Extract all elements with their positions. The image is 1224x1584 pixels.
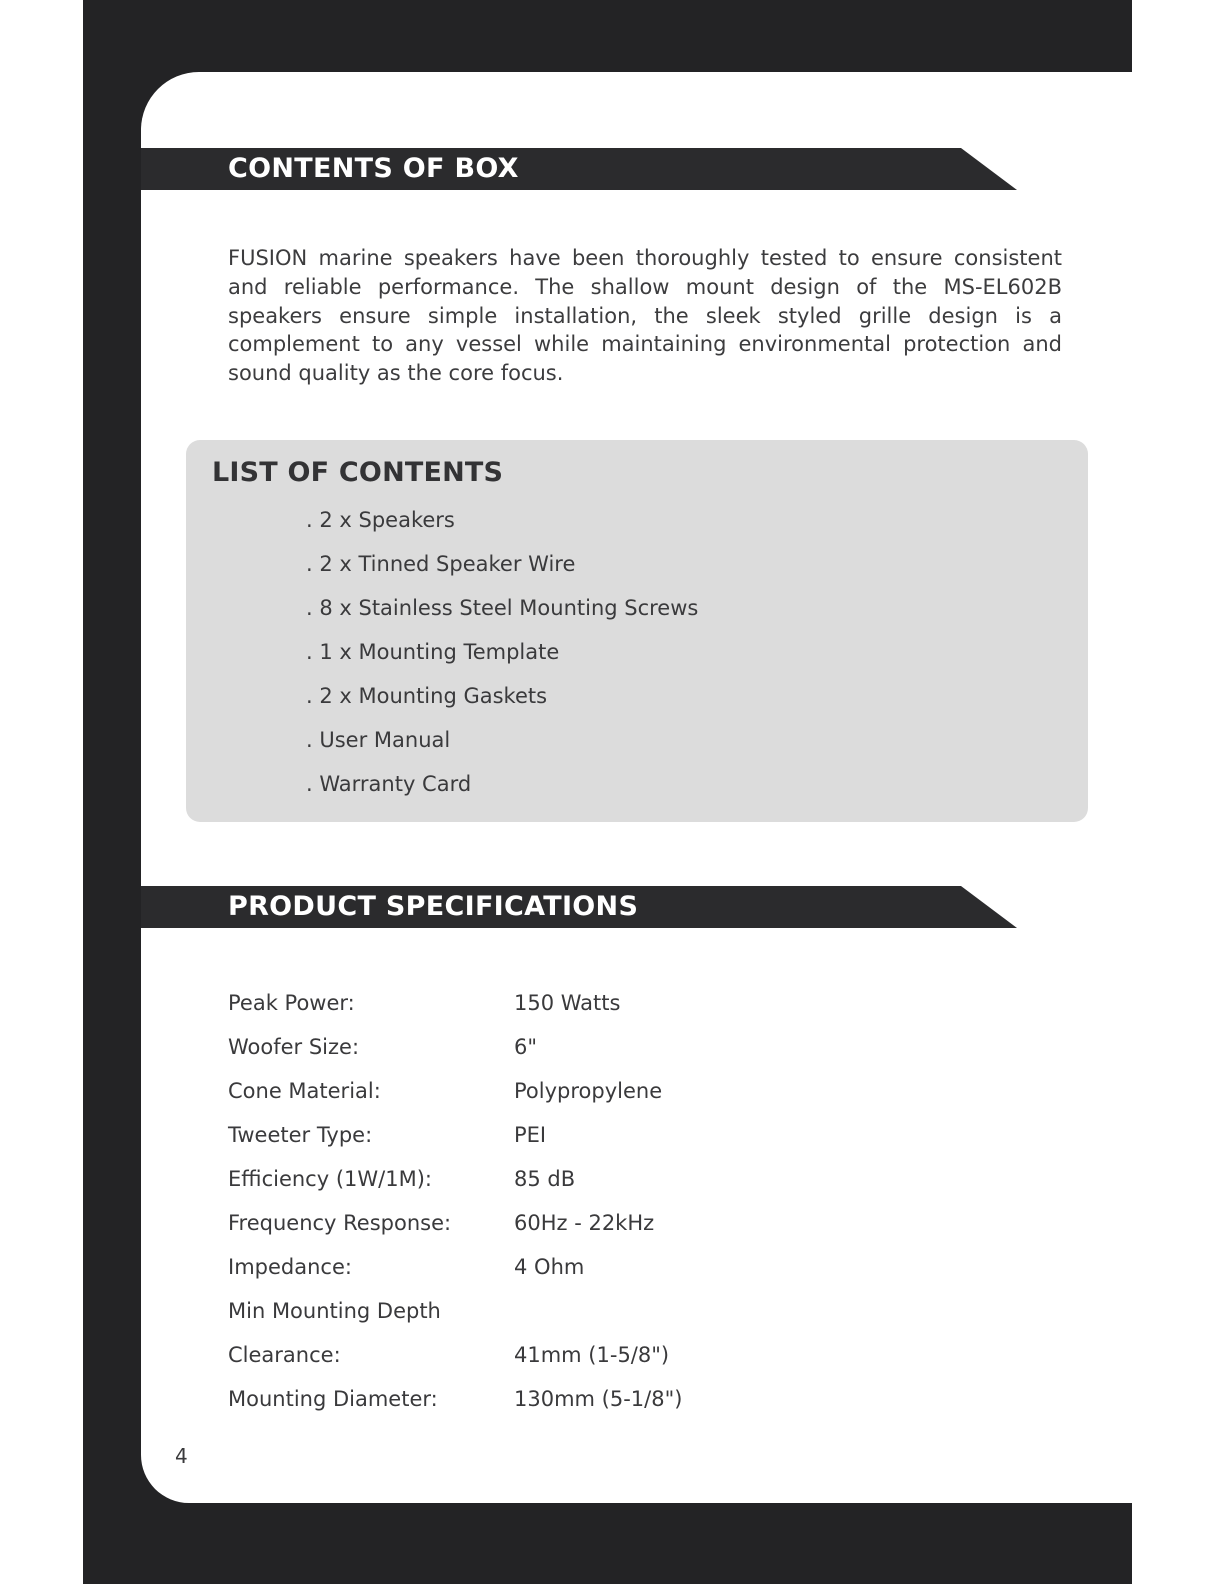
list-item: . 2 x Speakers [306,508,455,532]
spec-value: 4 Ohm [514,1255,585,1279]
spec-row [228,1292,814,1336]
spec-value: 85 dB [514,1167,576,1191]
spec-label: Mounting Diameter: [228,1387,438,1411]
contents-list [306,502,698,810]
list-item: . 2 x Tinned Speaker Wire [306,552,576,576]
spec-value [514,1292,814,1336]
spec-row [228,1160,814,1204]
list-of-contents-heading: LIST OF CONTENTS [212,457,504,488]
page-number: 4 [175,1444,188,1468]
spec-label: Tweeter Type: [228,1123,373,1147]
spec-value: PEI [514,1123,547,1147]
spec-label: Efficiency (1W/1M): [228,1167,432,1191]
list-item: . 8 x Stainless Steel Mounting Screws [306,596,699,620]
spec-label: Impedance: [228,1255,352,1279]
spec-row [228,1116,814,1160]
spec-row [228,1248,814,1292]
spec-row [228,1072,814,1116]
spec-value: 6" [514,1035,538,1059]
spec-label: Frequency Response: [228,1211,452,1235]
spec-label: Min Mounting Depth [228,1299,441,1323]
product-specifications-heading: PRODUCT SPECIFICATIONS [228,891,639,922]
spec-label: Woofer Size: [228,1035,360,1059]
list-item: . 2 x Mounting Gaskets [306,684,548,708]
spec-value: Polypropylene [514,1079,663,1103]
spec-row [228,1028,814,1072]
spec-label: Clearance: [228,1343,341,1367]
intro-paragraph: FUSION marine speakers have been thoroughly tested to ensure consistent and reliable performance. The shallow mount design of the MS-EL602B speakers ensure simple installation, the sleek styled grille design is a complement to any vessel while maintaining environmental protection and sound quality as the core focus. [228,246,1062,386]
spec-row [228,1204,814,1248]
list-item: . Warranty Card [306,772,472,796]
spec-label: Cone Material: [228,1079,381,1103]
spec-value: 60Hz - 22kHz [514,1211,655,1235]
spec-row [228,984,814,1028]
spec-row [228,1380,814,1424]
specifications-table [228,984,814,1424]
list-item: . 1 x Mounting Template [306,640,560,664]
spec-value: 41mm (1-5/8") [514,1343,670,1367]
contents-of-box-heading: CONTENTS OF BOX [228,153,519,184]
spec-value: 150 Watts [514,991,621,1015]
spec-label: Peak Power: [228,991,355,1015]
spec-row [228,1336,814,1380]
list-item: . User Manual [306,728,451,752]
spec-value: 130mm (5-1/8") [514,1387,683,1411]
